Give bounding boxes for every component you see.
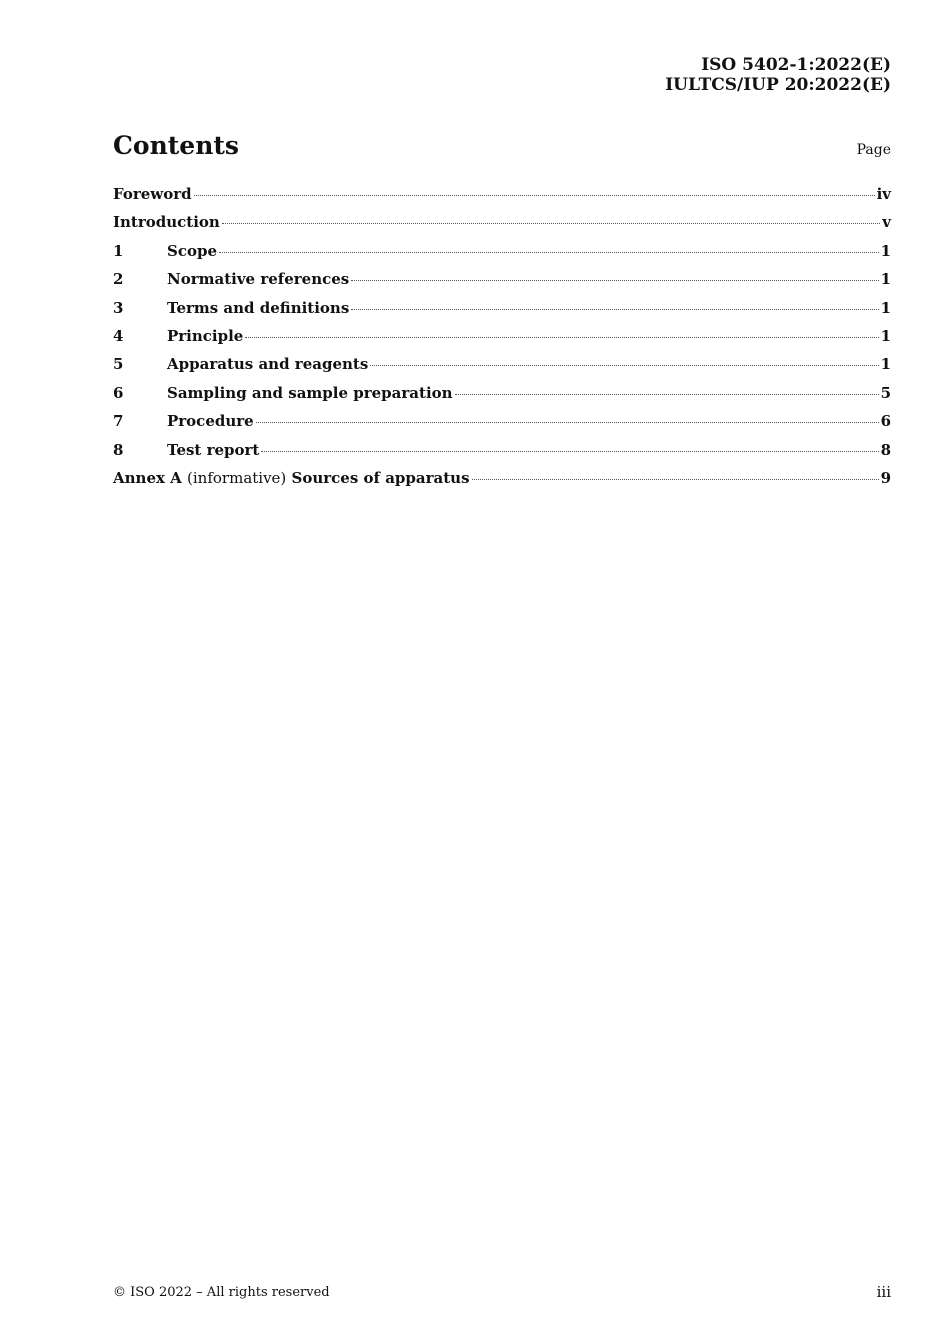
- toc-entry-page: 5: [880, 383, 891, 402]
- toc-entry-scope[interactable]: [113, 242, 891, 270]
- toc-entry-title: Test report: [167, 440, 260, 459]
- toc-annex-title: [113, 469, 470, 487]
- doc-id-line-1: ISO 5402-1:2022(E): [701, 55, 891, 75]
- dot-leader: [351, 280, 878, 281]
- page-number: iii: [876, 1283, 891, 1301]
- doc-id-line-2: IULTCS/IUP 20:2022(E): [665, 75, 891, 95]
- copyright-notice: © ISO 2022 – All rights reserved: [113, 1285, 330, 1300]
- toc-entry-terms-and-definitions[interactable]: [113, 299, 891, 327]
- dot-leader: [261, 451, 878, 452]
- toc-entry-page: 6: [880, 412, 891, 431]
- toc-entry-page: 1: [880, 298, 891, 317]
- toc-entry-title: Normative references: [167, 270, 350, 289]
- page-column-label: Page: [856, 142, 891, 158]
- dot-leader: [256, 422, 879, 423]
- toc-entry-apparatus-and-reagents[interactable]: [113, 355, 891, 383]
- dot-leader: [351, 309, 878, 310]
- toc-entry-number: 4: [113, 326, 124, 345]
- toc-entry-number: 8: [113, 440, 124, 459]
- toc-entry-annex-a[interactable]: [113, 469, 891, 497]
- toc-entry-title: Sampling and sample preparation: [167, 383, 453, 402]
- toc-entry-title: Procedure: [167, 412, 254, 431]
- toc-entry-page: 1: [880, 241, 891, 260]
- toc-entry-page: 1: [880, 355, 891, 374]
- toc-entry-title: Terms and definitions: [167, 298, 350, 317]
- dot-leader: [472, 479, 879, 480]
- toc-entry-procedure[interactable]: [113, 412, 891, 440]
- toc-entry-page: 1: [880, 270, 891, 289]
- toc-entry-foreword[interactable]: [113, 185, 891, 213]
- toc-entry-title: Principle: [167, 326, 244, 345]
- toc-entry-number: 6: [113, 383, 124, 402]
- contents-heading: Contents: [113, 131, 240, 160]
- dot-leader: [194, 195, 875, 196]
- dot-leader: [219, 252, 879, 253]
- toc-entry-normative-references[interactable]: [113, 270, 891, 298]
- dot-leader: [370, 365, 878, 366]
- document-identifier: [665, 55, 891, 95]
- annex-qualifier: (informative): [187, 468, 287, 487]
- toc-entry-page: 1: [880, 326, 891, 345]
- toc-entry-page: v: [882, 213, 891, 232]
- dot-leader: [455, 394, 879, 395]
- toc-entry-number: 7: [113, 412, 124, 431]
- toc-entry-title: Apparatus and reagents: [167, 355, 369, 374]
- toc-entry-principle[interactable]: [113, 327, 891, 355]
- toc-entry-test-report[interactable]: [113, 441, 891, 469]
- toc-entry-number: 3: [113, 298, 124, 317]
- toc-entry-page: iv: [876, 185, 891, 203]
- annex-title: Sources of apparatus: [291, 468, 470, 487]
- toc-entry-page: 9: [880, 468, 891, 487]
- toc-entry-introduction[interactable]: [113, 213, 891, 241]
- dot-leader: [222, 223, 880, 224]
- annex-label: Annex A: [113, 468, 182, 487]
- toc-entry-number: 1: [113, 241, 124, 260]
- table-of-contents: [113, 185, 891, 497]
- toc-entry-title: Foreword: [113, 185, 192, 203]
- toc-entry-title: Introduction: [113, 213, 220, 232]
- toc-entry-number: 5: [113, 355, 124, 374]
- dot-leader: [245, 337, 878, 338]
- toc-entry-page: 8: [880, 440, 891, 459]
- toc-entry-sampling[interactable]: [113, 384, 891, 412]
- toc-entry-number: 2: [113, 270, 124, 289]
- toc-entry-title: Scope: [167, 241, 218, 260]
